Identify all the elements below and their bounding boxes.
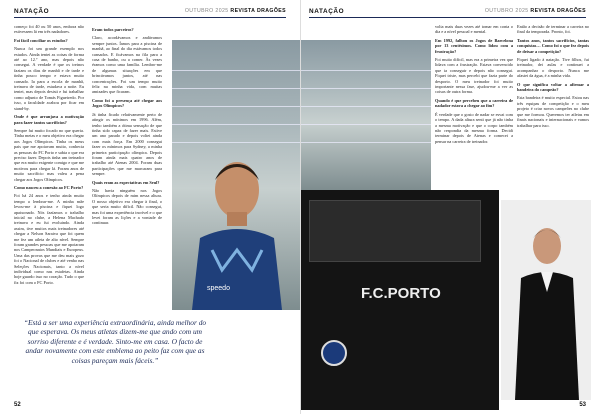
issue-info: OUTUBRO 2025 REVISTA DRAGÕES [484,8,586,14]
page-number: 52 [14,402,21,408]
section-title: NATAÇÃO [14,8,50,15]
pull-quote: “Está a ser uma experiência extraordinária, ainda melhor do que esperava. Os meus atletas dizem-me que ando com um sorriso diferente e é verdade. Sinto-me em casa. O facto de andar novamente com este emblema ao peito faz com que as coisas pareçam mais fáceis.” [23,318,207,365]
swimmer-portrait [182,150,292,310]
coach-portrait-photo [501,200,591,400]
page-number: 53 [579,402,586,408]
paragraph: Esta bandeira é muito especial. Estou nas três equipas de competição e o meu projeto é criar novos campeões no clube que me formou. Queremos ter atletas em finais nacionais e internacionais e vamos trabalhar para isso. [517,95,589,128]
paragraph: Foi há 24 anos e tenho ainda muito tempo a lembrar-me. A minha mãe levou-me à piscina e fiquei logo apaixonado. Nós fazíamos o trabalho inicial no clube, a Helena Machado treinava e eu fui evoluindo. Ainda assim, tive muitos mais treinadores até chegar a Nelson Saraiva que foi quem me fez um atleta de alto nível. Sempre foram grandes pessoas que me apoiaram nos Campeonatos Mundiais e Europeus. Uma das provas que me deu mais gozo foi o Nacional de clubes e até venho nas Seleções Nacionais, tanto a nível individual como nas estafetas. Ainda hoje guardo isso no coração. Tudo o que fiz foi com o FC Porto. [14,193,84,285]
interview-question: O que significa voltar a afirmar a bandeira do campeão? [517,81,589,93]
interview-question: Quando é que percebeu que a carreira de nadador estava a chegar ao fim? [435,97,513,109]
bus-lettering: F.C.PORTO [361,285,441,302]
interview-question: Em 1992, falhou os Jogos de Barcelona por 13 centésimos. Como lidou com a frustração? [435,37,513,54]
interview-question: Tantos anos, tantos sacrifícios, tantas conquistas… Como foi o que fez depois de deixar a competição? [517,37,589,54]
interview-question: Onde é que arranjava a motivação para fazer tantos sacrifícios? [14,114,84,125]
header-rule [14,17,286,18]
club-crest-icon [321,340,347,366]
paragraph: Já tinha ficado relativamente perto de atingir os mínimos em 1996. Além, tenho também a ótima sensação de que tinha sido capaz de fazer mais. Estive um ano parado e depois voltei ainda com mais força. Em 2000 consegui fazer os mínimos para Sydney, a minha primeira participação olímpica. Depois foram ainda mais quatro anos de trabalho até Atenas 2004. Foram duas participações que me marcaram para sempre. [92,111,162,177]
paragraph: Então a decisão de terminar a carreira no final da temporada. Pronto, foi. [517,24,589,35]
issue-info: OUTUBRO 2025 REVISTA DRAGÕES [184,8,286,14]
interview-question: Quais eram as expectativas em Seul? [92,179,160,185]
paragraph: Sempre fui muito focado no que queria. Tinha metas e o meu objetivo era chegar aos Jogos Olímpicos. Tinha os meus pais que me apoiavam muito, conhecia as pessoas do FC Porto e sabia o que era preciso fazer. Depois tinha um treinador que era muito exigente comigo e que me motivou para chegar lá. Foram anos de muito sacrifício mas valeu a pena chegar aos Jogos Olímpicos. [14,127,84,182]
team-bus-photo [301,190,499,410]
article-column-1 [14,24,84,288]
paragraph: volta mais duas vezes até tomar em conta o dia e a nível pessoal e mental. [435,24,513,35]
page-header [301,8,600,22]
header-rule [309,17,586,18]
paragraph: começo foi 40 ou 50 anos, embora não estivessem lá em três nadadores. [14,24,84,35]
paragraph: Não havia ninguém nos Jogos Olímpicos depois de mim nessa altura. O nosso objetivo era chegar à final, o que seria muito difícil. Não consegui, mas foi uma experiência incrível e o que levei foram as lições e a vontade de continuar. [92,187,162,226]
coach-figure [507,220,587,400]
paragraph: Foi muito difícil, mas era a primeira vez que lidava com a frustração. Estava convencido que ia conseguir e depois não consegui. Fiquei triste, mas percebi que fazia parte do desporto. O meu treinador foi muito importante nessa fase, ajudou-me a ver as coisas de outra forma. [435,57,513,95]
paragraph: Nunca foi um grande exemplo nos estudos. Ainda tentei as coisas de forma até ao 12.º ano, mas depois não consegui. A verdade é que os treinos faziam os dias de manhã e de tarde e tinha pouco tempo e estava muito cansado. Ia para a escola de manhã, treinava de tarde, estudava a noite. Eu tentei, mas depois desisti e fui trabalhar como adjunto de Tomás Figueiredo. Por isso, a faculdade acabou por ficar em stand-by. [14,46,84,111]
article-column-1 [435,24,513,147]
interview-question: Eram todos parceiros? [92,27,134,32]
page-header [0,8,300,22]
interview-question: Como foi a presença até chegar aos Jogos Olímpicos? [92,97,162,109]
article-column-2 [517,24,589,131]
pool-photo-continued [301,40,431,190]
svg-text:speedo: speedo [207,285,230,292]
article-column-2 [92,24,162,229]
paragraph: É verdade que o gosto de nadar se esvai com o tempo. A dada altura senti que já não tinha a mesma motivação e que o corpo também não respondia da mesma forma. Decidi terminar depois de Atenas e comecei a pensar na carreira de treinador. [435,111,513,144]
paragraph: Fiquei ligado à natação. Tive filhos, fui treinador, dei aulas e continuei a acompanhar o desporto. Nunca me afastei da água, é a minha vida. [517,57,589,79]
interview-question: Como nasceu a conexão ao FC Porto? [14,184,84,190]
right-page [300,0,600,414]
pool-photo [172,40,300,310]
paragraph: Claro, acordávamos e andávamos sempre juntos. Íamos para a piscina de manhã, ao final do dia estávamos todos cansados. E ficávamos na fila para a casa de banho, ou a comer. Às vezes éramos como uma família. Lembro-me de algumas situações em que brincávamos juntos, até nas concentrações. Foi um tempo muito feliz na minha vida, com muitas amizades que ficaram. [92,35,162,95]
interview-question: Foi fácil conciliar os estudos? [14,37,68,43]
section-title: NATAÇÃO [309,8,345,15]
